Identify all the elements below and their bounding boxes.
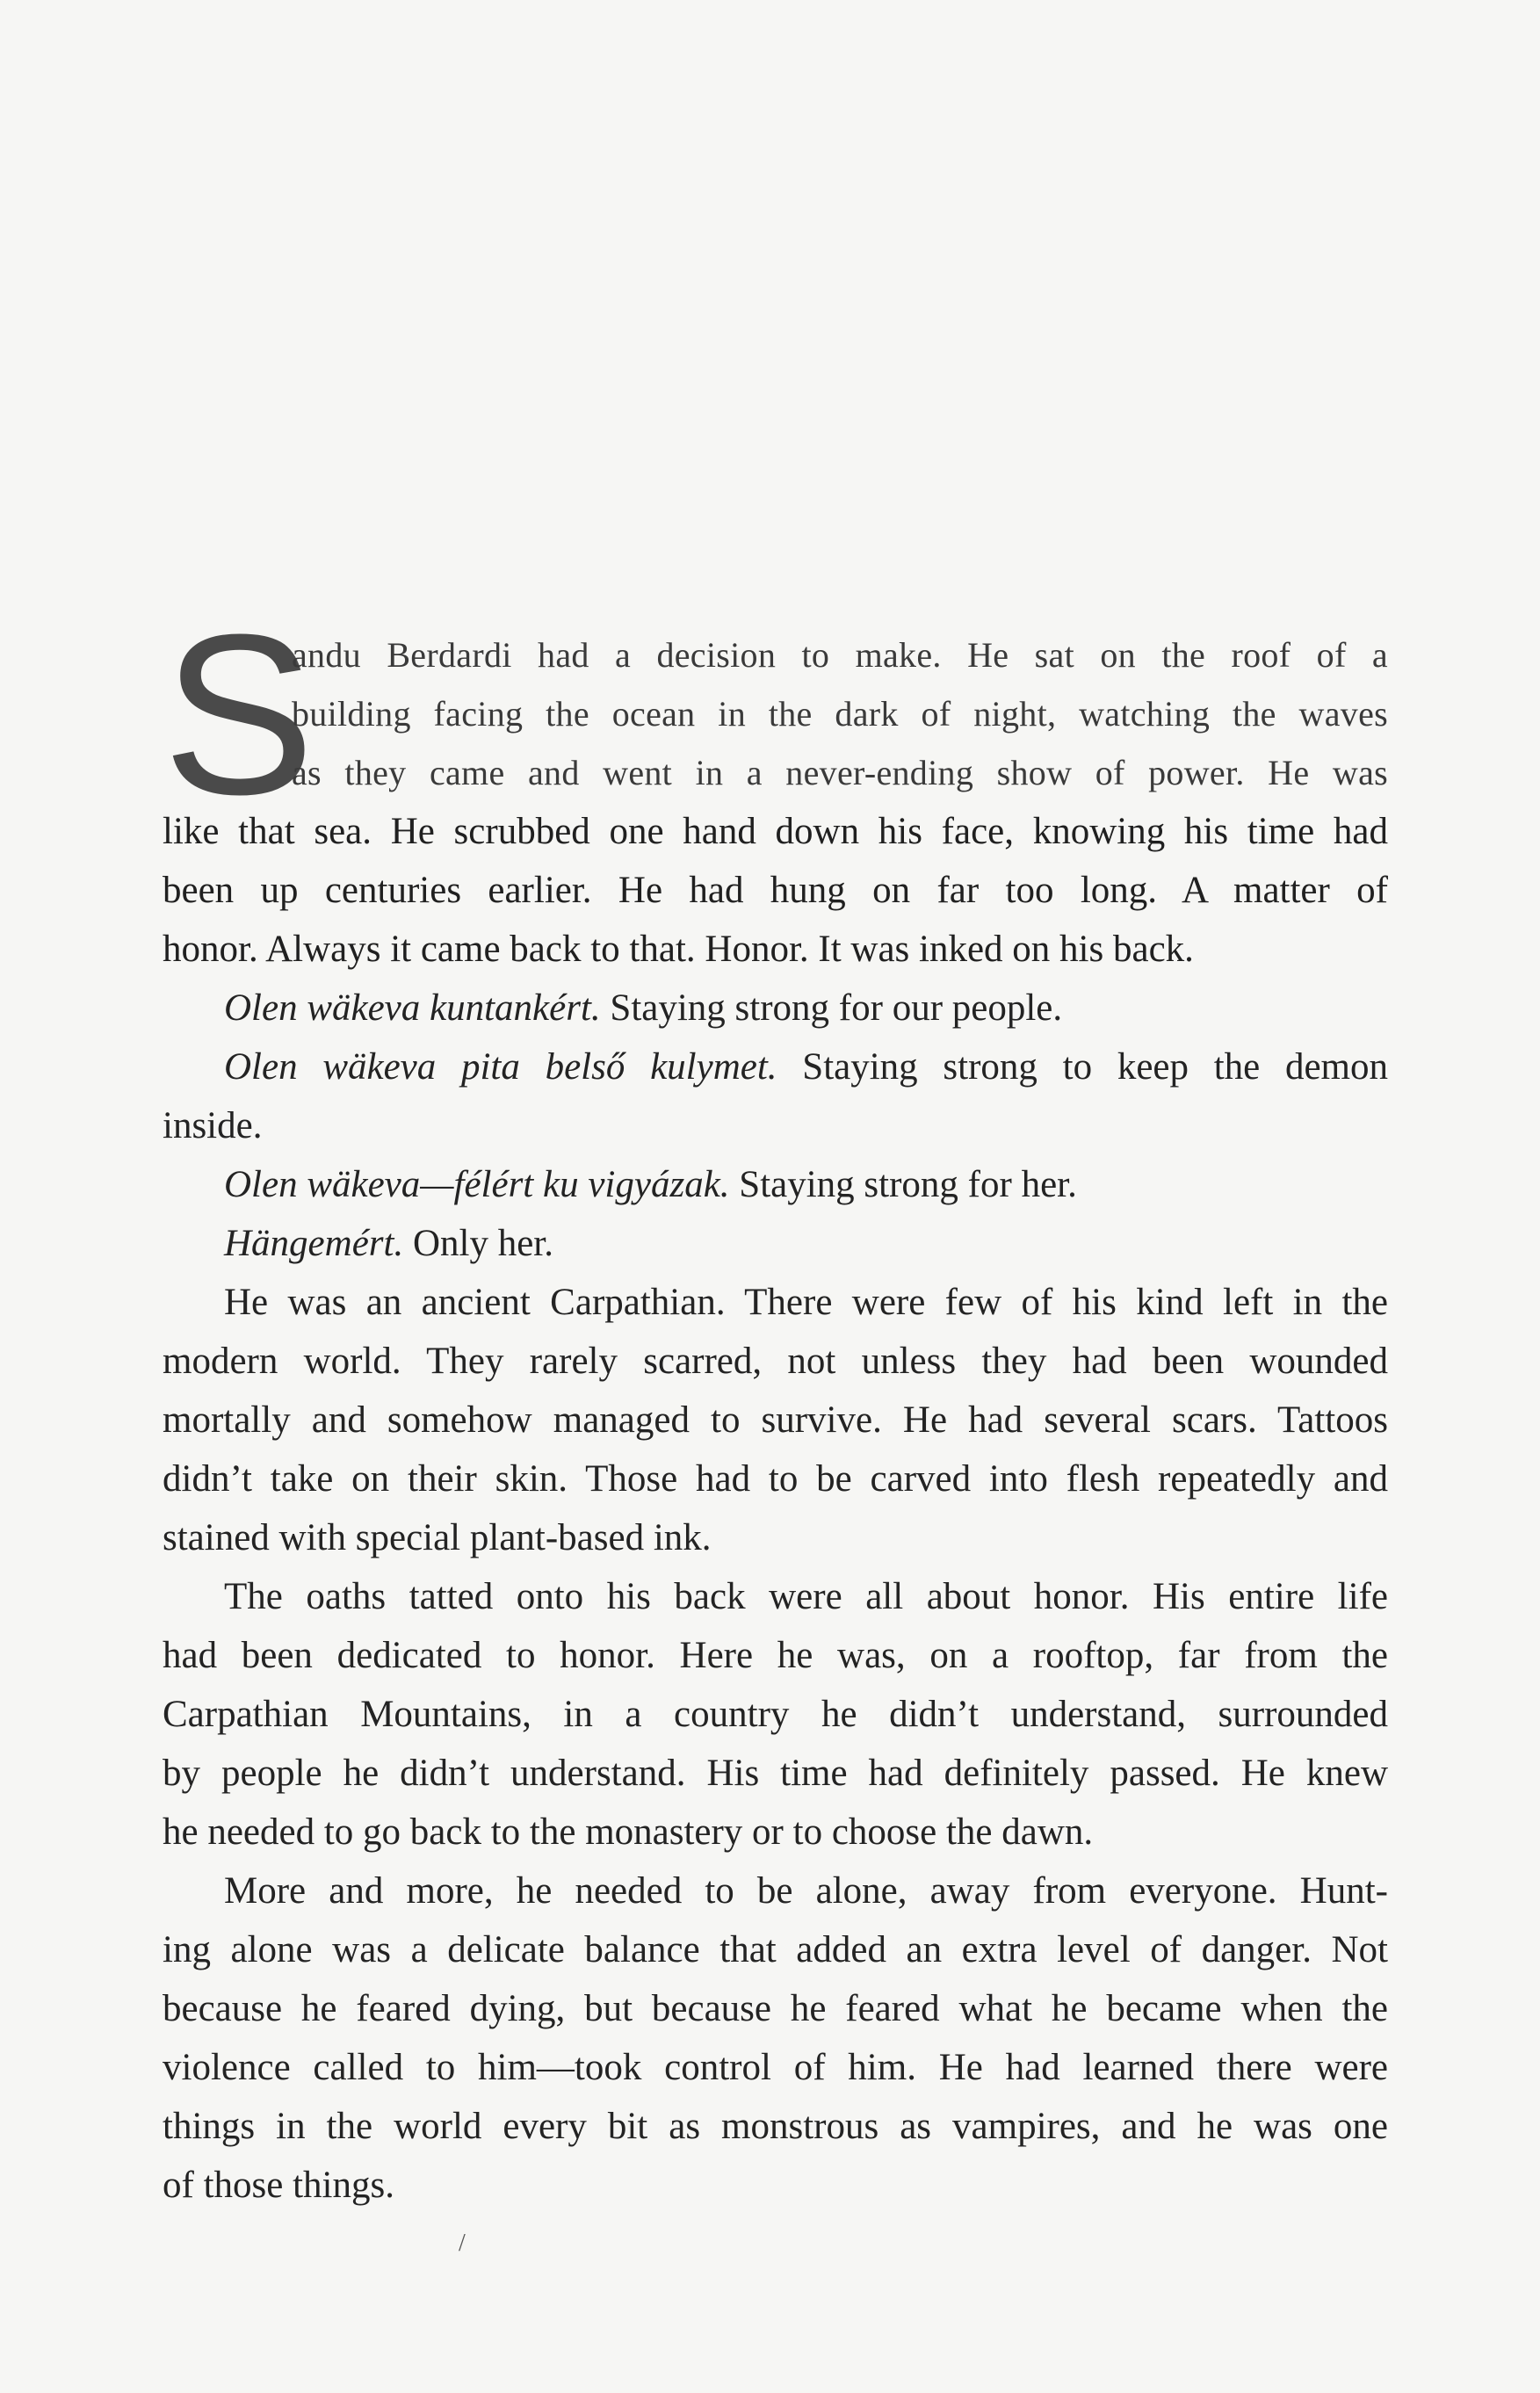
- text-line: He was an ancient Carpathian. There were few of his kind left in the: [224, 1282, 1388, 1323]
- oath-line-3: [163, 1155, 1388, 1214]
- text-line: had been dedicated to honor. Here he was, on a rooftop, far from the: [163, 1635, 1388, 1676]
- oath-foreign-text: Olen wäkeva pita belső kulymet.: [224, 1046, 777, 1088]
- oath-foreign-text: Hängemért.: [224, 1223, 404, 1264]
- opening-paragraph: [163, 588, 1388, 979]
- opening-line-4: like that sea. He scrubbed one hand down his face, knowing his time had: [163, 811, 1388, 852]
- text-line: modern world. They rarely scarred, not unless they had been wounded: [163, 1341, 1388, 1382]
- text-line: didn’t take on their skin. Those had to be carved into flesh repeatedly and: [163, 1458, 1388, 1500]
- oath-foreign-text: Olen wäkeva kuntankért.: [224, 987, 601, 1029]
- opening-line-1: andu Berdardi had a decision to make. He sat on the roof of a: [292, 635, 1388, 675]
- oath-line-2-continuation: inside.: [163, 1105, 263, 1146]
- oath-translation: Only her.: [403, 1223, 554, 1264]
- text-line: The oaths tatted onto his back were all about honor. His entire life: [224, 1576, 1388, 1617]
- text-line: Carpathian Mountains, in a country he didn’t understand, surrounded: [163, 1694, 1388, 1735]
- text-line: he needed to go back to the monastery or to choose the dawn.: [163, 1811, 1094, 1853]
- opening-line-2: building facing the ocean in the dark of night, watching the waves: [292, 694, 1388, 734]
- text-line: things in the world every bit as monstrous as vampires, and he was one: [163, 2106, 1388, 2147]
- oath-translation: Staying strong for her.: [729, 1164, 1077, 1205]
- stray-mark: /: [459, 2230, 466, 2257]
- text-line: ing alone was a delicate balance that added an extra level of danger. Not: [163, 1929, 1388, 1970]
- drop-cap: S: [163, 588, 315, 842]
- oath-foreign-text: Olen wäkeva—félért ku vigyázak.: [224, 1164, 730, 1205]
- text-line: because he feared dying, but because he feared what he became when the: [163, 1988, 1388, 2029]
- oath-translation: Staying strong to keep the demon: [777, 1046, 1389, 1088]
- text-line: More and more, he needed to be alone, away from everyone. Hunt-: [224, 1870, 1388, 1912]
- text-line: mortally and somehow managed to survive. He had several scars. Tattoos: [163, 1399, 1388, 1441]
- opening-line-3: as they came and went in a never-ending show of power. He was: [292, 753, 1388, 792]
- text-line: of those things.: [163, 2165, 394, 2206]
- oath-line-1: [163, 979, 1388, 1037]
- oath-line-4: [163, 1214, 1388, 1273]
- text-line: by people he didn’t understand. His time had definitely passed. He knew: [163, 1753, 1388, 1794]
- paragraph-alone: [163, 1862, 1388, 2215]
- oath-translation: Staying strong for our people.: [600, 987, 1063, 1029]
- opening-line-5: been up centuries earlier. He had hung on far too long. A matter of: [163, 870, 1388, 911]
- text-line: stained with special plant-based ink.: [163, 1517, 712, 1558]
- paragraph-oaths: [163, 1567, 1388, 1862]
- opening-line-6: honor. Always it came back to that. Honor. It was inked on his back.: [163, 929, 1194, 970]
- page-body: [163, 588, 1389, 2215]
- oath-line-2: [163, 1037, 1388, 1155]
- paragraph-carpathian: [163, 1273, 1388, 1567]
- text-line: violence called to him—took control of him. He had learned there were: [163, 2047, 1388, 2088]
- oath-line-2-first: [163, 1037, 1388, 1096]
